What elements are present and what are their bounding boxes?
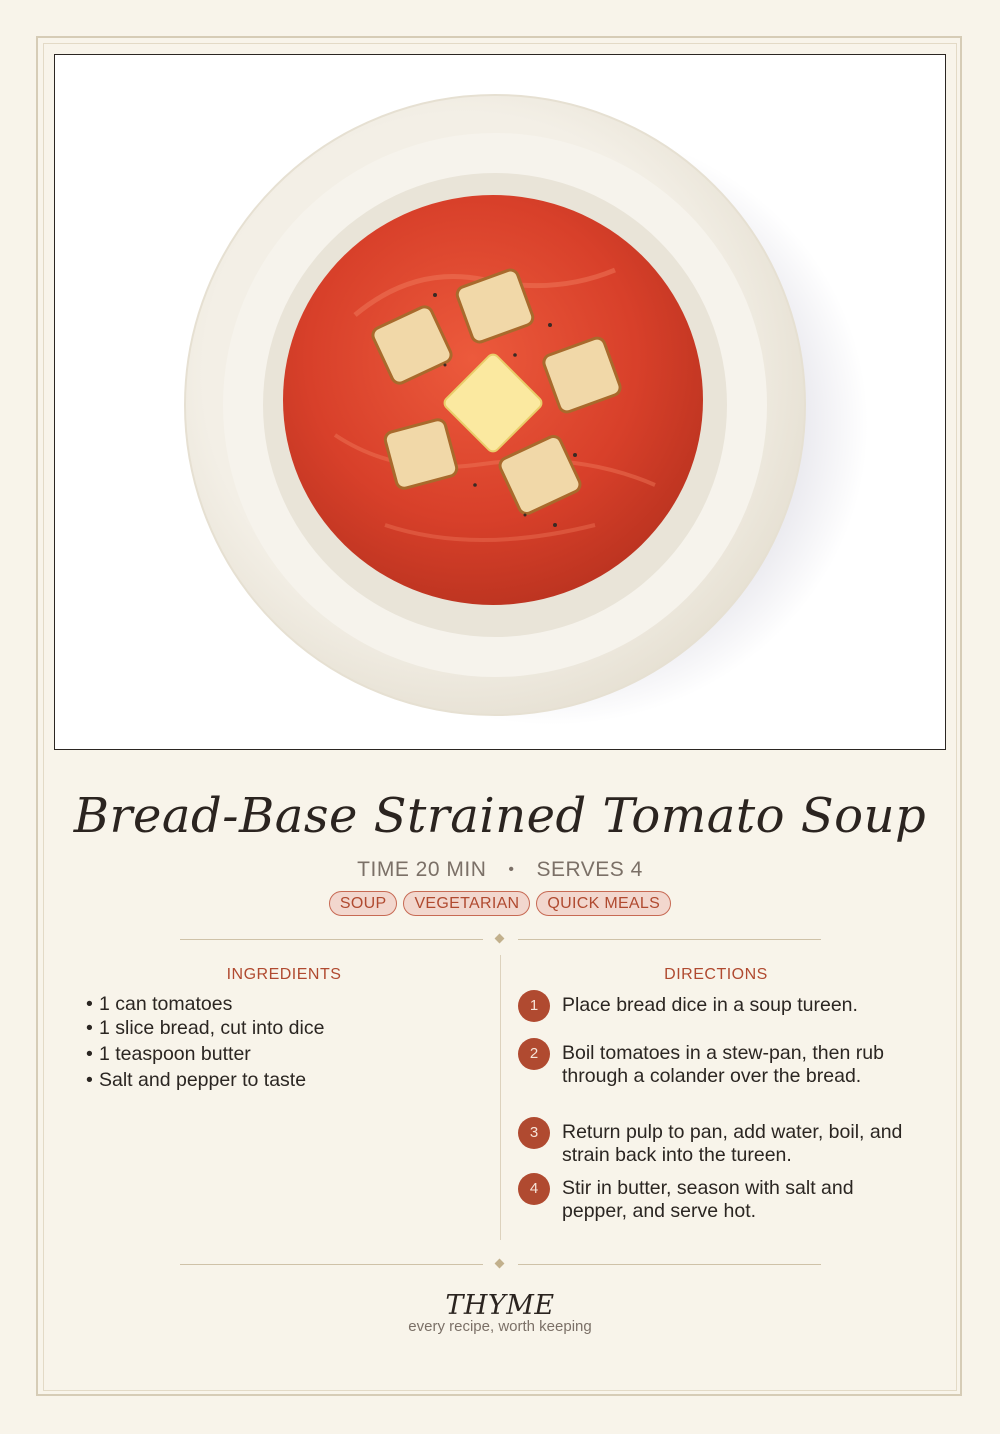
- divider-top-right: [518, 939, 821, 940]
- ingredient-item: • 1 teaspoon butter: [86, 1043, 251, 1065]
- direction-step: [518, 1038, 918, 1118]
- column-divider: [500, 955, 501, 1240]
- step-number-badge: 4: [518, 1173, 550, 1205]
- step-number-badge: 2: [518, 1038, 550, 1070]
- bullet: •: [86, 1043, 93, 1065]
- ingredient-item: • Salt and pepper to taste: [86, 1069, 307, 1091]
- ingredients-list: [86, 992, 486, 1092]
- bullet: •: [86, 1069, 93, 1091]
- recipe-meta: [0, 858, 1000, 882]
- directions-heading: DIRECTIONS: [664, 966, 768, 983]
- direction-step: [518, 1117, 918, 1173]
- recipe-title: Bread-Base Strained Tomato Soup: [73, 788, 927, 844]
- brand-logo: THYME: [445, 1290, 555, 1321]
- direction-step: [518, 1173, 918, 1229]
- cook-time: TIME 20 MIN: [357, 858, 487, 881]
- step-number-badge: 3: [518, 1117, 550, 1149]
- divider-bottom-left: [180, 1264, 483, 1265]
- bullet: •: [86, 1017, 93, 1039]
- divider-bottom-right: [518, 1264, 821, 1265]
- bullet: •: [86, 993, 93, 1015]
- direction-step: [518, 990, 918, 1030]
- tag-soup[interactable]: SOUP: [329, 891, 398, 916]
- servings: SERVES 4: [536, 858, 643, 881]
- step-number-badge: 1: [518, 990, 550, 1022]
- soup-bowl-illustration: [55, 55, 946, 750]
- meta-separator: •: [508, 861, 515, 878]
- step-text: Boil tomatoes in a stew-pan, then rub through a colander over the bread.: [562, 1042, 884, 1087]
- ingredients-heading: INGREDIENTS: [226, 966, 342, 983]
- ingredient-item: • 1 can tomatoes: [86, 993, 233, 1015]
- tag-vegetarian[interactable]: VEGETARIAN: [403, 891, 530, 916]
- step-text: Place bread dice in a soup tureen.: [562, 994, 858, 1016]
- tag-quick-meals[interactable]: QUICK MEALS: [536, 891, 671, 916]
- step-text: Return pulp to pan, add water, boil, and strain back into the tureen.: [562, 1121, 903, 1166]
- divider-top-left: [180, 939, 483, 940]
- step-text: Stir in butter, season with salt and pepper, and serve hot.: [562, 1177, 854, 1222]
- brand-tagline: every recipe, worth keeping: [408, 1318, 592, 1335]
- recipe-photo: [54, 54, 946, 750]
- tag-list: [0, 891, 1000, 916]
- ingredient-item: • 1 slice bread, cut into dice: [86, 1017, 325, 1039]
